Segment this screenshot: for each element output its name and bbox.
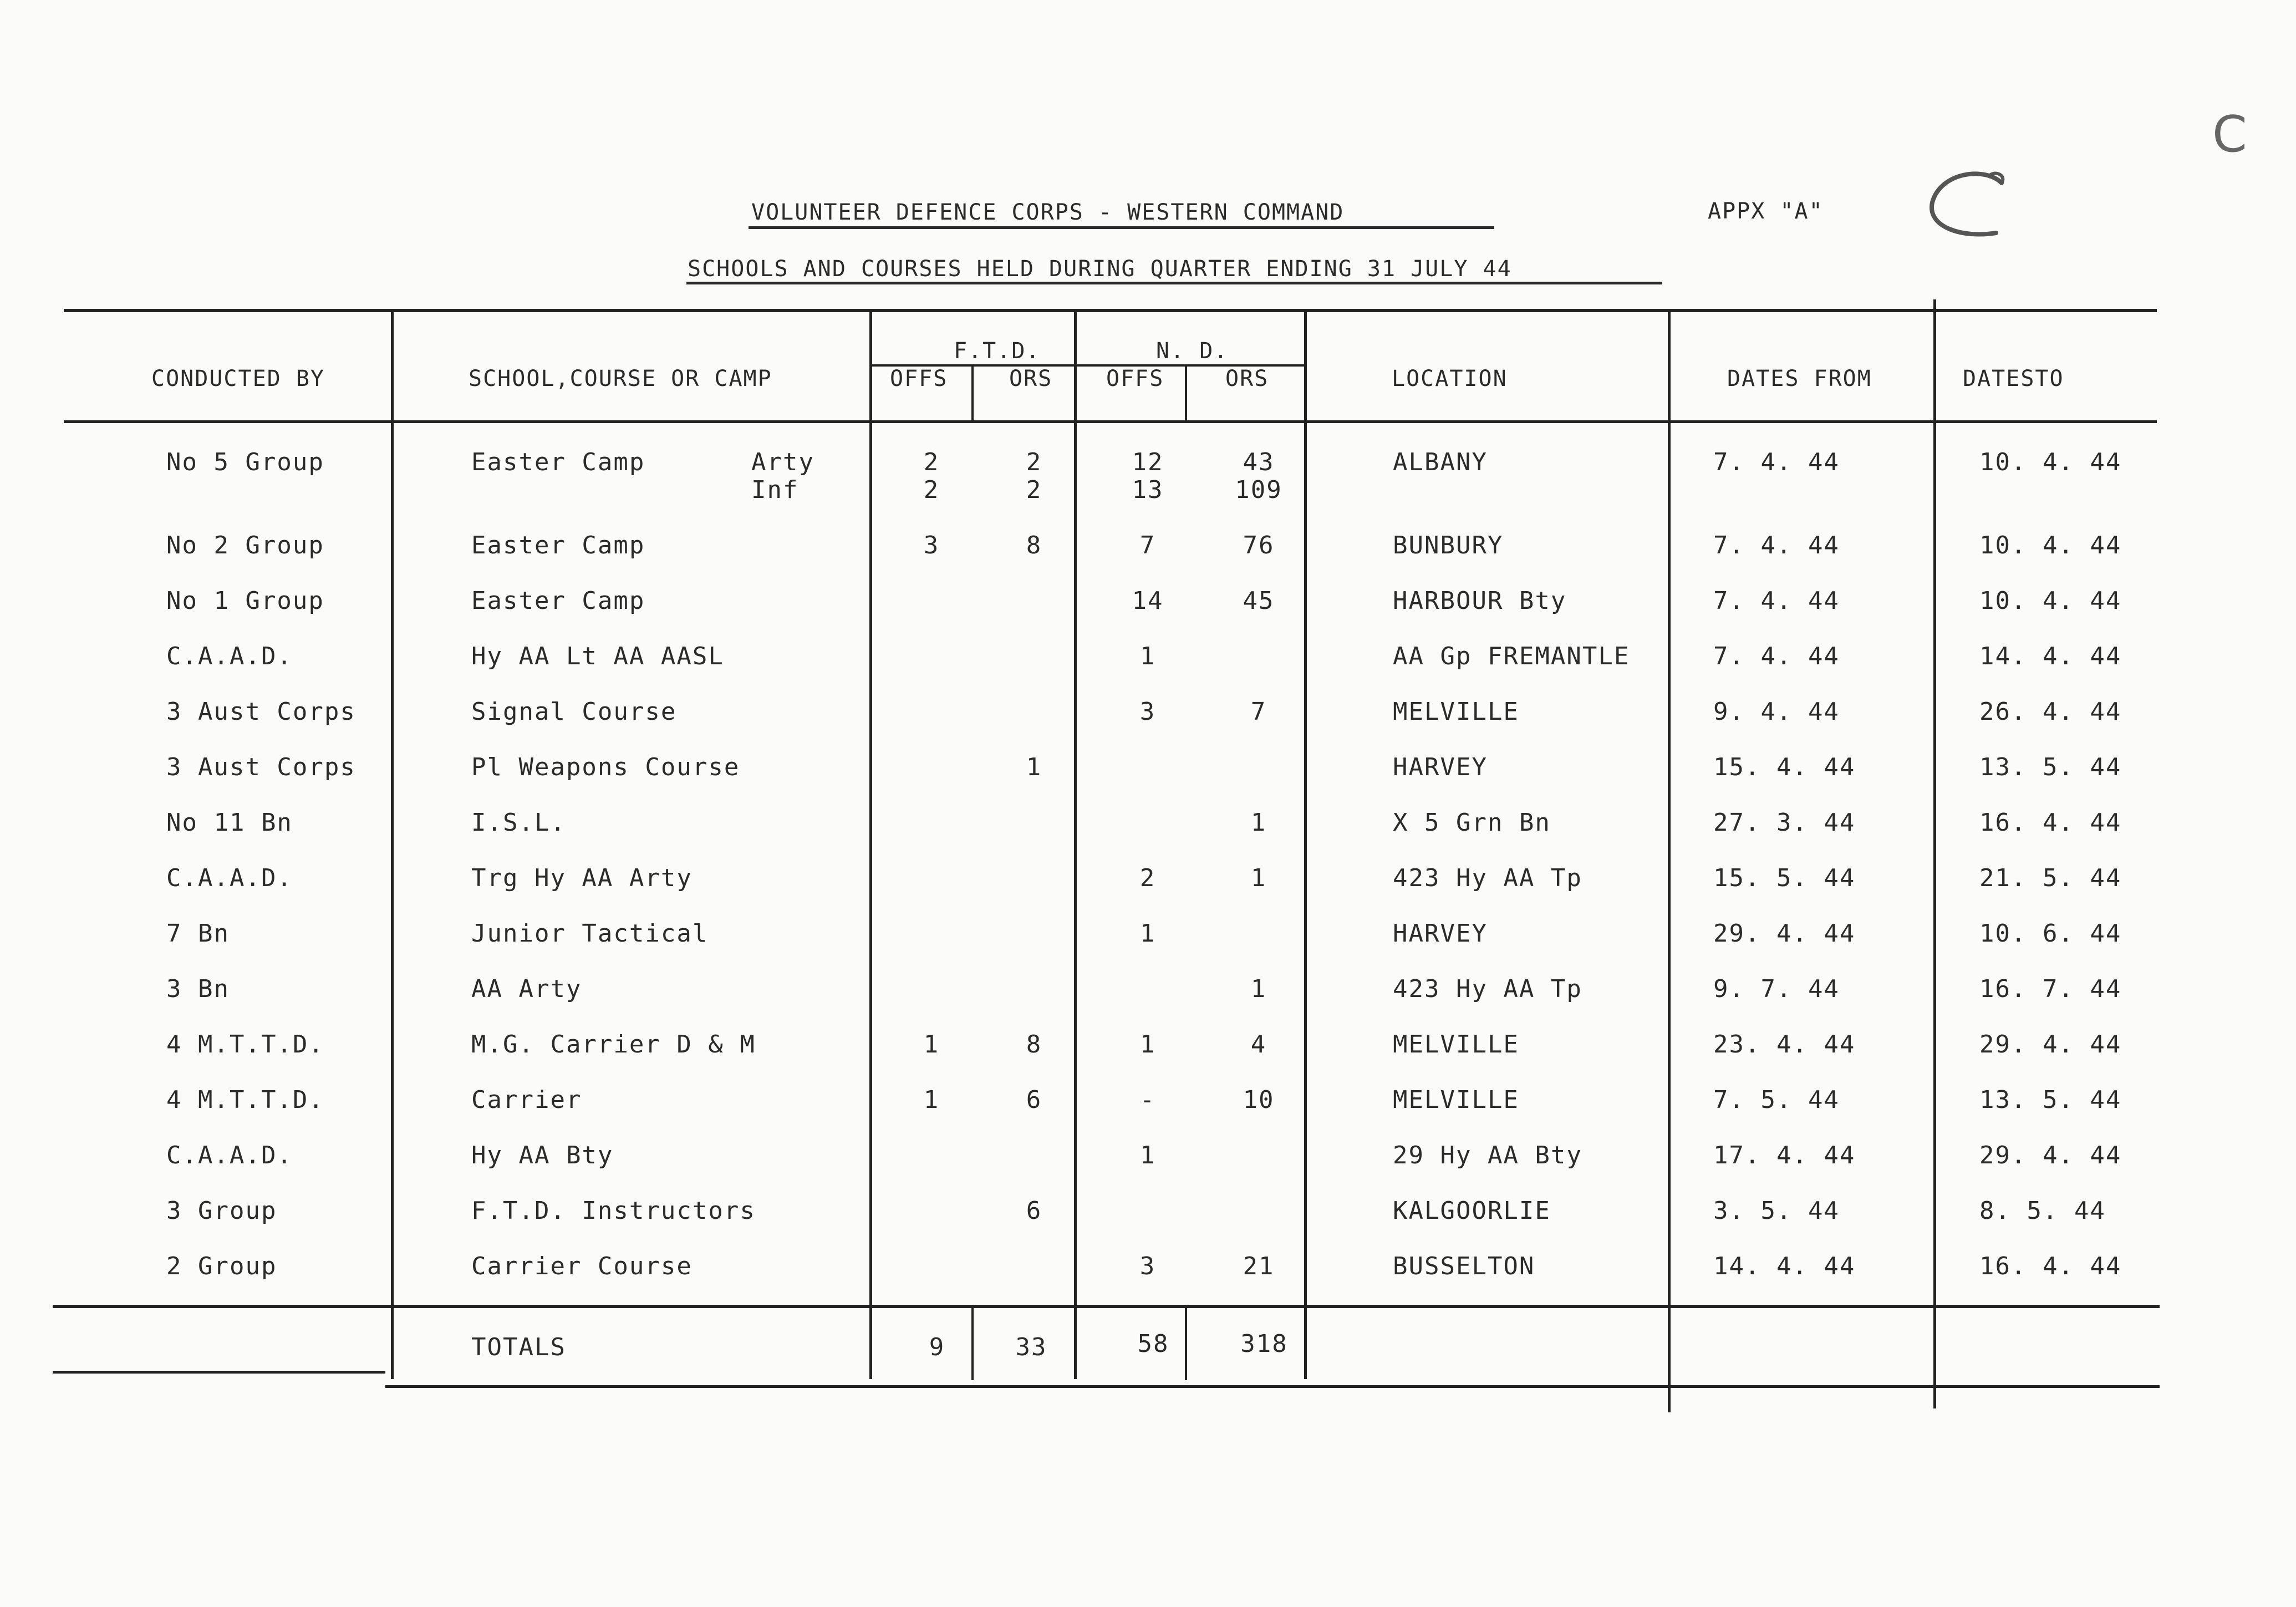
table-row [0,1086,2296,1119]
cell-nd-offs: 1 [1139,642,1156,670]
cell-date-from: 9. 7. 44 [1713,975,1840,1003]
document-title: VOLUNTEER DEFENCE CORPS - WESTERN COMMAND [751,200,1345,225]
cell-conducted-by: No 11 Bn [166,808,293,837]
cell-school: Hy AA Lt AA AASL [471,642,724,670]
totals-ftd-divider [971,1308,974,1380]
cell-conducted-by: 3 Aust Corps [166,753,356,781]
cell-date-to: 10. 4. 44 [1979,448,2122,476]
cell-school: Junior Tactical [471,919,709,948]
cell-ftd-ors: 6 [1026,1197,1042,1225]
cell-nd-ors: 4 [1250,1030,1267,1059]
header-school: SCHOOL,COURSE OR CAMP [469,366,772,391]
cell-ftd-offs: 2 [923,448,940,476]
cell-ftd-offs: 1 [923,1030,940,1059]
cell-conducted-by: 3 Group [166,1197,277,1225]
corner-mark: C [2212,105,2247,164]
cell-date-from: 27. 3. 44 [1713,808,1856,837]
cell-nd-offs: - [1139,1086,1156,1114]
table-bottom-border-left [53,1371,385,1374]
cell-location: HARBOUR Bty [1393,587,1567,615]
cell-nd-offs: 3 [1139,698,1156,726]
cell-nd-offs: 1 [1139,919,1156,948]
cell-date-from: 7. 4. 44 [1713,531,1840,560]
cell-conducted-by: 7 Bn [166,919,230,948]
header-dates-to: DATESTO [1963,366,2064,391]
cell-date-from: 7. 4. 44 [1713,587,1840,615]
cell-school-sub: Arty [751,448,814,476]
cell-location: BUNBURY [1393,531,1504,560]
cell-school: F.T.D. Instructors [471,1197,756,1225]
cell-conducted-by: 2 Group [166,1252,277,1280]
cell-location: ALBANY [1393,448,1488,476]
cell-school: Easter Camp [471,587,645,615]
totals-nd-offs: 58 [1137,1330,1169,1358]
header-location: LOCATION [1392,366,1508,391]
cell-location: BUSSELTON [1393,1252,1535,1280]
cell-location: 423 Hy AA Tp [1393,864,1582,892]
cell-school: Hy AA Bty [471,1141,614,1169]
cell-nd-ors: 7 [1250,698,1267,726]
cell-date-to: 13. 5. 44 [1979,1086,2122,1114]
cell-ftd-ors: 8 [1026,1030,1042,1059]
header-ftd-ors: ORS [1009,366,1053,391]
cell-location: HARVEY [1393,919,1488,948]
cell-nd-ors: 76 [1243,531,1275,560]
cell-date-to: 16. 4. 44 [1979,1252,2122,1280]
header-nd-ors: ORS [1225,366,1269,391]
cell-nd-offs: 1 [1139,1030,1156,1059]
cell-date-from: 14. 4. 44 [1713,1252,1856,1280]
appendix-label: APPX "A" [1708,199,1824,224]
cell-date-to: 8. 5. 44 [1979,1197,2106,1225]
cell-nd-offs: 12 [1132,448,1164,476]
ftd-offs-ors-divider [971,365,974,421]
cell-conducted-by: 3 Aust Corps [166,698,356,726]
table-row [0,587,2296,620]
cell-ftd-offs: 1 [923,1086,940,1114]
table-row [0,531,2296,565]
cell-location: 423 Hy AA Tp [1393,975,1582,1003]
cell-location: MELVILLE [1393,1030,1519,1059]
cell-ftd-offs: 2 [923,476,940,504]
cell-date-from: 23. 4. 44 [1713,1030,1856,1059]
cell-conducted-by: 4 M.T.T.D. [166,1030,324,1059]
cell-ftd-ors: 2 [1026,448,1042,476]
cell-conducted-by: C.A.A.D. [166,1141,293,1169]
cell-nd-ors: 1 [1250,808,1267,837]
cell-conducted-by: No 1 Group [166,587,324,615]
table-row [0,808,2296,842]
nd-offs-ors-divider [1185,365,1187,421]
cell-ftd-ors: 2 [1026,476,1042,504]
cell-school: Signal Course [471,698,677,726]
table-row [0,476,2296,509]
table-row [0,1252,2296,1285]
cell-school: Pl Weapons Course [471,753,740,781]
cell-nd-ors: 43 [1243,448,1275,476]
cell-school-sub: Inf [751,476,799,504]
table-row [0,919,2296,953]
cell-ftd-ors: 8 [1026,531,1042,560]
cell-date-from: 15. 4. 44 [1713,753,1856,781]
cell-nd-offs: 13 [1132,476,1164,504]
header-bottom-border [64,420,2157,423]
cell-nd-offs: 14 [1132,587,1164,615]
title-underline [749,226,1494,229]
cell-conducted-by: 4 M.T.T.D. [166,1086,324,1114]
cell-date-from: 15. 5. 44 [1713,864,1856,892]
cell-ftd-ors: 6 [1026,1086,1042,1114]
cell-conducted-by: C.A.A.D. [166,642,293,670]
cell-nd-ors: 1 [1250,864,1267,892]
totals-nd-divider [1185,1308,1187,1380]
header-ftd-offs: OFFS [890,366,948,391]
subtitle-underline [686,282,1662,284]
cell-date-to: 16. 7. 44 [1979,975,2122,1003]
cell-school: Easter Camp [471,448,645,476]
table-row [0,1197,2296,1230]
cell-conducted-by: 3 Bn [166,975,230,1003]
document-subtitle: SCHOOLS AND COURSES HELD DURING QUARTER ENDING 31 JULY 44 [688,256,1512,282]
cell-nd-offs: 2 [1139,864,1156,892]
totals-nd-ors: 318 [1240,1330,1288,1358]
cell-date-to: 21. 5. 44 [1979,864,2122,892]
cell-nd-offs: 7 [1139,531,1156,560]
table-row [0,753,2296,786]
cell-ftd-ors: 1 [1026,753,1042,781]
cell-conducted-by: No 5 Group [166,448,324,476]
cell-nd-offs: 3 [1139,1252,1156,1280]
cell-location: 29 Hy AA Bty [1393,1141,1582,1169]
cell-date-to: 10. 6. 44 [1979,919,2122,948]
cell-date-from: 7. 4. 44 [1713,448,1840,476]
cell-nd-ors: 10 [1243,1086,1275,1114]
header-conducted-by: CONDUCTED BY [151,366,325,391]
table-row [0,975,2296,1008]
cell-date-to: 13. 5. 44 [1979,753,2122,781]
totals-top-border [53,1305,2160,1308]
header-nd-offs: OFFS [1106,366,1164,391]
cell-date-from: 3. 5. 44 [1713,1197,1840,1225]
table-bottom-border-right [385,1385,2160,1388]
cell-date-from: 9. 4. 44 [1713,698,1840,726]
cell-location: AA Gp FREMANTLE [1393,642,1630,670]
cell-date-to: 16. 4. 44 [1979,808,2122,837]
totals-label: TOTALS [471,1333,566,1361]
cell-school: Carrier Course [471,1252,693,1280]
cell-nd-offs: 1 [1139,1141,1156,1169]
cell-nd-ors: 109 [1235,476,1282,504]
cell-school: M.G. Carrier D & M [471,1030,756,1059]
table-row [0,642,2296,675]
cell-date-from: 29. 4. 44 [1713,919,1856,948]
cell-conducted-by: C.A.A.D. [166,864,293,892]
cell-school: AA Arty [471,975,582,1003]
cell-nd-ors: 21 [1243,1252,1275,1280]
header-nd: N. D. [1156,338,1229,364]
cell-nd-ors: 45 [1243,587,1275,615]
cell-date-to: 29. 4. 44 [1979,1141,2122,1169]
cell-location: MELVILLE [1393,698,1519,726]
header-dates-from: DATES FROM [1727,366,1872,391]
cell-date-to: 29. 4. 44 [1979,1030,2122,1059]
cell-location: X 5 Grn Bn [1393,808,1551,837]
cell-ftd-offs: 3 [923,531,940,560]
totals-ftd-ors: 33 [1015,1333,1047,1361]
totals-ftd-offs: 9 [929,1333,945,1361]
cell-nd-ors: 1 [1250,975,1267,1003]
handwritten-c-mark [1918,161,2018,250]
cell-date-from: 7. 5. 44 [1713,1086,1840,1114]
cell-school: I.S.L. [471,808,566,837]
table-row [0,1030,2296,1064]
cell-school: Trg Hy AA Arty [471,864,693,892]
cell-location: HARVEY [1393,753,1488,781]
cell-date-to: 10. 4. 44 [1979,587,2122,615]
cell-conducted-by: No 2 Group [166,531,324,560]
cell-date-to: 10. 4. 44 [1979,531,2122,560]
table-row [0,698,2296,731]
table-row [0,1141,2296,1174]
cell-date-to: 26. 4. 44 [1979,698,2122,726]
header-ftd: F.T.D. [954,338,1041,364]
cell-date-to: 14. 4. 44 [1979,642,2122,670]
cell-school: Carrier [471,1086,582,1114]
cell-school: Easter Camp [471,531,645,560]
cell-location: KALGOORLIE [1393,1197,1551,1225]
cell-date-from: 17. 4. 44 [1713,1141,1856,1169]
cell-location: MELVILLE [1393,1086,1519,1114]
cell-date-from: 7. 4. 44 [1713,642,1840,670]
table-row [0,864,2296,897]
table-top-border [64,309,2157,312]
